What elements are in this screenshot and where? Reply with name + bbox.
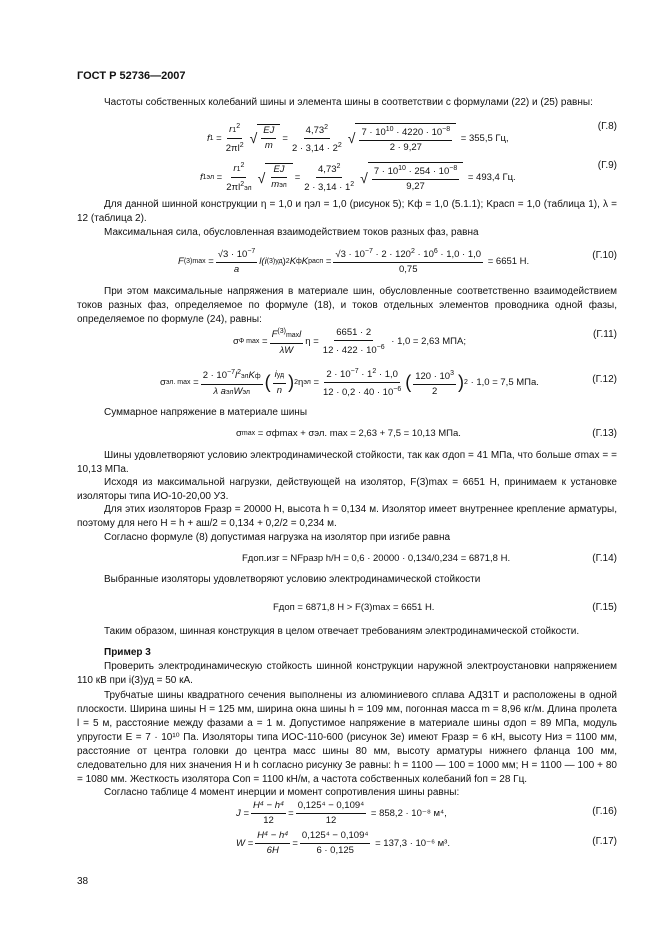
equation-g14: Fдоп.изг = NFразр h/H = 0,6 · 20000 · 0,134/0,234 = 6871,8 Н.	[242, 553, 511, 564]
eq-g12-a: 2 · 10	[202, 369, 227, 381]
eq-g9-c1: 4,73	[318, 164, 337, 176]
example-title: Пример 3	[104, 647, 151, 658]
paragraph-12: Проверить электродинамическую стойкость шинной конструкции наружной электроустановки напряжением 110 кВ при i(3)уд = 50 кА.	[77, 661, 617, 686]
eq-g10-frac-a: a	[233, 264, 240, 276]
eq-g10-expr: √3 · 10	[335, 249, 365, 261]
eq-g8-r1: r	[229, 124, 233, 136]
eq-g8-denom: 2πl	[225, 143, 240, 155]
eq-g11-number: (Г.11)	[592, 329, 617, 340]
eq-g12-e: 2 · 10	[326, 369, 351, 381]
paragraph-8: Для этих изоляторов Fразр = 20000 Н, высота h = 0,134 м. Изолятор имеет внутреннее крепление арматуры, поэтому для него H = h + aш/2 = 0,134 + 0,2/2 = 0,234 м.	[77, 504, 617, 529]
eq-g12-number: (Г.12)	[592, 374, 617, 385]
eq-g8-s3: 2 · 9,27	[389, 141, 422, 153]
equation-g11: σ Ф max = $\frac{F^{(3)}\max l}{\lambda W}$ η = $\frac{6651 \cdot 2}{12 \cdot 422 \cdot 10^{-6}}$ · 1,0 = 2,63 МПА;	[233, 326, 466, 357]
equation-g9: f 1эл = $\frac{r1^2}{2\pi l^2эл}$ √ $\frac{EJ}{\text{mэл}}$ = $\frac{4,73^2}{2 \cdot 3,14 \cdot 1^2}$ √ $\frac{7 \cdot 10^{10} \cdot 254 \cdot 10^{-8}}{9,27}$ = 493,4 Гц.	[200, 162, 516, 194]
paragraph-10: Выбранные изоляторы удовлетворяют условию электродинамической стойкости	[104, 574, 481, 585]
eq-g8-s1: 7 · 10	[361, 126, 386, 138]
eq-g10-expr4: · 1,0 · 1,0	[440, 249, 482, 261]
eq-g16-n2: 0,125⁴ − 0,109⁴	[296, 800, 367, 814]
eq-g9-denom: 2πl	[226, 182, 241, 194]
eq-g12-lhs: σ	[160, 377, 166, 389]
paragraph-11: Таким образом, шинная конструкция в целом отвечает требованиям электродинамической стойкости.	[104, 626, 580, 637]
eq-g9-s3: 9,27	[406, 181, 425, 193]
eq-g10-expr3: · 10	[417, 249, 434, 261]
eq-g13-number: (Г.13)	[592, 428, 617, 439]
eq-g13-text: = σфmax + σэл. max = 2,63 + 7,5 = 10,13 МПа.	[257, 428, 461, 439]
eq-g16-result: = 858,2 · 10⁻⁸ м⁴,	[370, 808, 447, 819]
eq-g11-n2: 6651 · 2	[334, 327, 373, 341]
eq-g12-b: λ a	[213, 385, 226, 397]
paragraph-7: Исходя из максимальной нагрузки, действующей на изолятор, F(3)max = 6651 Н, принимаем к установке изоляторы типа ИО-10-20,00 У3.	[77, 477, 617, 502]
paragraph-9: Согласно формуле (8) допустимая нагрузка на изолятор при изгибе равна	[104, 532, 451, 543]
eq-g12-f: 12 · 0,2 · 40 · 10	[323, 387, 394, 399]
eq-g10-lhs: F	[178, 255, 184, 267]
eq-g11-d2: 12 · 422 · 10	[322, 344, 377, 356]
eq-g9-r1: r	[233, 163, 237, 175]
eq-g12-c: i	[274, 368, 277, 380]
equation-g15: Fдоп = 6871,8 Н > F(3)max = 6651 Н.	[273, 602, 435, 613]
eq-g17-lhs: W =	[236, 838, 254, 849]
eq-g8-ej: EJ	[261, 125, 276, 139]
eq-g16-number: (Г.16)	[592, 806, 617, 817]
equation-g8: f 1 = $\frac{r1^2}{2\pi l^2}$ √ $\frac{EJ}{m}$ = $\frac{4,73^2}{2 \cdot 3,14 \cdot 2^2}$ √ $\frac{7 \cdot 10^{10} \cdot 4220 \cdot 10^{-8}}{2 \cdot 9,27}$ = 355,5 Гц,	[207, 123, 509, 155]
eq-g10-result: = 6651 Н.	[487, 255, 530, 267]
page-number: 38	[77, 876, 89, 887]
equation-g17: W = $\frac{\text{H⁴ − h⁴}}{6H}$ = $\frac{\text{0,125⁴ − 0,109⁴}}{6 \cdot 0,125}$ = 137,3 · 10⁻⁶ м³.	[236, 830, 450, 856]
eq-g11-den: λW	[279, 345, 294, 357]
eq-g8-c2: 2 · 3,14 · 2	[291, 142, 338, 154]
eq-g10-mid: l(i	[259, 255, 267, 267]
equation-g13: σ max = σфmax + σэл. max = 2,63 + 7,5 = 10,13 МПа.	[236, 428, 461, 439]
eq-g9-result: = 493,4 Гц.	[467, 172, 516, 184]
paragraph-4: При этом максимальные напряжения в материале шин, обусловленные соответственно взаимодействием токов разных фаз, определяемое по формуле (18), и токов отдельных элементов проводника одной фазы, определяемое по формуле (24), равны:	[77, 286, 617, 325]
paragraph-1: Частоты собственных колебаний шины и элемента шины в соответствии с формулами (22) и (25) равны:	[104, 97, 593, 108]
eq-g9-ej: EJ	[271, 164, 286, 178]
eq-g11-eta: η	[305, 336, 311, 348]
eq-g8-m: m	[264, 140, 273, 152]
eq-g8-s2: · 4220 · 10	[396, 126, 443, 138]
eq-g9-lhs: f	[200, 172, 203, 184]
eq-g8-result: = 355,5 Гц,	[460, 132, 509, 144]
eq-g17-result: = 137,3 · 10⁻⁶ м³.	[375, 838, 450, 849]
paragraph-6: Шины удовлетворяют условию электродинамической стойкости, так как σдоп = 41 МПа, что больше σmax = = 10,13 МПа.	[77, 450, 617, 475]
eq-g17-n1: H⁴ − h⁴	[255, 830, 290, 844]
eq-g10-number: (Г.10)	[592, 250, 617, 261]
eq-g16-n1: H⁴ − h⁴	[251, 800, 286, 814]
equation-g16: J = $\frac{\text{H⁴ − h⁴}}{12}$ = $\frac{\text{0,125⁴ − 0,109⁴}}{12}$ = 858,2 · 10⁻⁸ м⁴,	[236, 800, 447, 826]
eq-g9-m: m	[271, 179, 280, 191]
equation-g12: σ эл. max = $\frac{2 \cdot 10^{-7}l^2элKф}{\text{λ aэлWэл}}$ ( $\frac{\text{iуд}}{n}$ ) 2 η эл = $\frac{2 \cdot 10^{-7} \cdot 1^2 \cdot 1,0}{12 \cdot 0,2 \cdot 40 \cdot 10^{-6}}$ ( $\frac{120 \cdot 10^3}{2}$ ) 2 · 1,0 = 7,5 МПа.	[160, 368, 539, 399]
eq-g8-lhs: f	[207, 132, 210, 144]
eq-g11-lhs: σ	[233, 336, 239, 348]
paragraph-5: Суммарное напряжение в материале шины	[104, 407, 308, 418]
paragraph-3: Максимальная сила, обусловленная взаимодействием токов разных фаз, равна	[104, 227, 479, 238]
paragraph-14: Согласно таблице 4 момент инерции и момент сопротивления шины равны:	[104, 787, 460, 798]
eq-g17-n2: 0,125⁴ − 0,109⁴	[300, 830, 371, 844]
eq-g9-s1: 7 · 10	[373, 166, 399, 178]
eq-g14-number: (Г.14)	[592, 553, 617, 564]
eq-g15-number: (Г.15)	[592, 602, 617, 613]
eq-g10-den: 0,75	[398, 264, 418, 276]
eq-g16-lhs: J =	[236, 808, 249, 819]
eq-g9-number: (Г.9)	[597, 160, 617, 171]
document-header: ГОСТ Р 52736—2007	[77, 70, 186, 82]
eq-g17-d2: 6 · 0,125	[316, 845, 354, 856]
eq-g16-d1: 12	[263, 815, 274, 826]
eq-g17-d1: 6H	[266, 845, 279, 856]
paragraph-2: Для данной шинной конструкции η = 1,0 и ηэл = 1,0 (рисунок 5); Kф = 1,0 (5.1.1); Kрасп = 1,0 (таблица 1), λ = 12 (таблица 2).	[77, 199, 617, 224]
eq-g17-number: (Г.17)	[592, 836, 617, 847]
equation-g10: F (3) max = $\frac{√3 \cdot 10^{-7}}{a}$ l(i (3) уд ) 2 K ф K расп = $\frac{√3 \cdot 10^{-7} \cdot 2 \cdot 120^2 \cdot 10^6 \cdot 1,0 \cdot 1,0}{0,75}$ = 6651 Н.	[178, 248, 530, 276]
eq-g9-c2: 2 · 3,14 · 1	[304, 182, 351, 194]
eq-g12-result: · 1,0 = 7,5 МПа.	[470, 377, 539, 389]
eq-g9-s2: · 254 · 10	[408, 166, 450, 178]
eq-g8-c1: 4,73	[305, 124, 325, 136]
eq-g10-expr2: · 2 · 120	[375, 249, 411, 261]
eq-g16-d2: 12	[325, 815, 337, 826]
eq-g12-g: 120 · 10	[415, 370, 451, 382]
eq-g8-number: (Г.8)	[597, 121, 617, 132]
paragraph-13: Трубчатые шины квадратного сечения выполнены из алюминиевого сплава АД31Т и расположены в одной плоскости. Ширина шины H = 125 мм, ширина окна шины h = 109 мм, погонная масса m = 8,96 кг/м. Длина пролета l = 5 м, расстояние между фазами a = 1 м. Допустимое напряжение в материале шины σдоп = 89 МПа, модуль упругости E = 7 · 10¹⁰ Па. Изоляторы типа ИОС-110-600 (рисунок 3е) имеют Fразр = 6 кН, высоту Hиз = 1100 мм, расстояние от центра головки до центра масс шины 80 мм, высоту арматуры нижнего фланца 100 мм, следовательно для них значения H и h согласно рисунку 3е равны: h = 1100 — 100 = 1000 мм; H = 1100 — 100 + 80 = 1080 мм. Жесткость изолятора Cоп = 1100 кН/м, а частота собственных колебаний fоп = 28 Гц.	[77, 690, 617, 785]
eq-g11-result: · 1,0 = 2,63 МПА;	[391, 336, 466, 348]
eq-g11-num: F	[271, 329, 278, 341]
eq-g12-h: 2	[431, 385, 438, 397]
eq-g12-d: n	[276, 384, 283, 396]
